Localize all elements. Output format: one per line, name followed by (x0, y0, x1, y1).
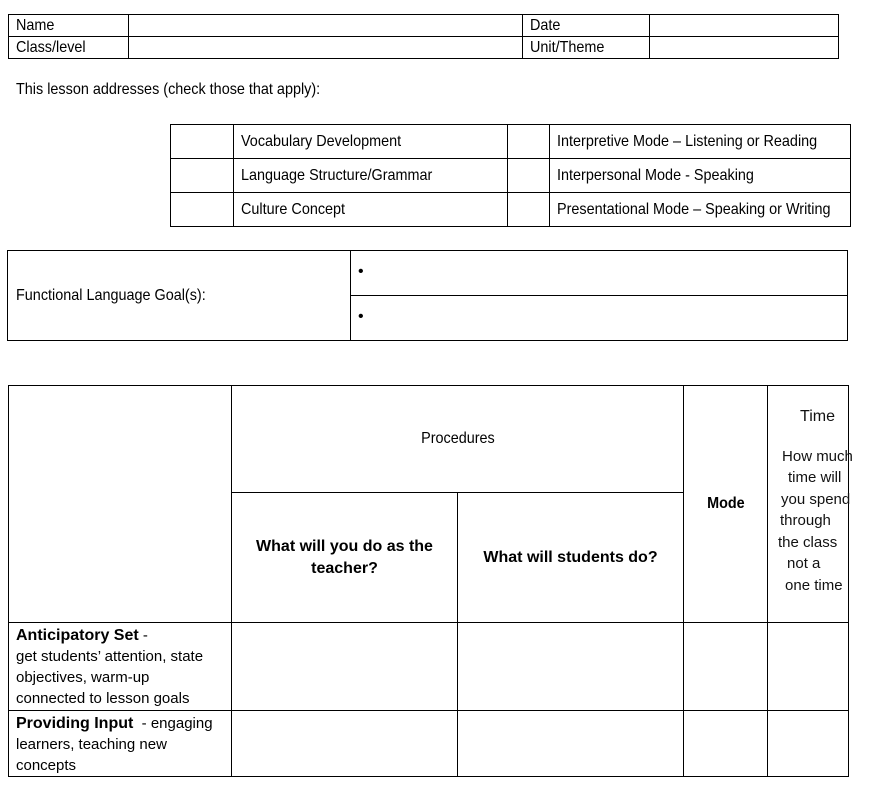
header-table (8, 14, 839, 59)
checkbox-presentational[interactable] (508, 193, 550, 227)
class-label-cell (9, 37, 129, 59)
unit-field[interactable] (650, 37, 839, 59)
header-row-2 (9, 37, 839, 59)
date-label: Date (530, 16, 561, 34)
addresses-table (170, 124, 851, 227)
mode-heading-cell (684, 386, 768, 623)
unit-label-cell (523, 37, 650, 59)
address-row (171, 125, 851, 159)
checkbox-interpersonal[interactable] (508, 159, 550, 193)
time-heading: Time (800, 408, 835, 425)
time-heading-cell: Time How much time will you spend through the class not a one time (768, 386, 849, 623)
address-label-cell: Interpersonal Mode - Speaking (550, 159, 851, 193)
students-heading: What will students do? (483, 548, 658, 566)
procedures-heading: Procedures (420, 430, 495, 447)
name-field[interactable] (129, 15, 523, 37)
date-field[interactable] (650, 15, 839, 37)
procedure-row (9, 711, 849, 777)
time-input-cell[interactable] (768, 711, 849, 777)
class-field[interactable] (129, 37, 523, 59)
teacher-heading-cell (232, 493, 458, 623)
mode-heading: Mode (706, 495, 745, 512)
goals-table (7, 250, 848, 341)
teacher-heading: What will you do as the teacher? (256, 537, 433, 577)
mode-input-cell[interactable] (684, 623, 768, 711)
anticipatory-set-cell: Anticipatory Set - get students’ attention, state objectives, warm-up connected to lesson goals (9, 623, 232, 711)
checkbox-vocabulary[interactable] (171, 125, 234, 159)
goal-field-2[interactable] (351, 296, 848, 341)
mode-input-cell[interactable] (684, 711, 768, 777)
providing-input-cell: Providing Input - engaging learners, teaching new concepts (9, 711, 232, 777)
checkbox-culture[interactable] (171, 193, 234, 227)
date-label-cell (523, 15, 650, 37)
address-row (171, 193, 851, 227)
checkbox-interpretive[interactable] (508, 125, 550, 159)
header-row-1 (9, 15, 839, 37)
unit-label: Unit/Theme (530, 38, 605, 56)
name-label-cell (9, 15, 129, 37)
teacher-input-cell[interactable] (232, 711, 458, 777)
bullet: • (358, 263, 364, 280)
bullet: • (358, 308, 364, 325)
class-label: Class/level (16, 38, 86, 56)
procedure-row (9, 623, 849, 711)
empty-corner-cell (9, 386, 232, 623)
address-label-cell: Culture Concept (234, 193, 508, 227)
goals-label: Functional Language Goal(s): (16, 286, 206, 304)
students-input-cell[interactable] (458, 711, 684, 777)
address-label-cell: Interpretive Mode – Listening or Reading (550, 125, 851, 159)
procedures-table (8, 385, 853, 777)
address-label-cell: Vocabulary Development (234, 125, 508, 159)
students-heading-cell (458, 493, 684, 623)
addresses-title: This lesson addresses (check those that apply): (16, 81, 321, 98)
goals-row (8, 251, 848, 296)
address-row (171, 159, 851, 193)
students-input-cell[interactable] (458, 623, 684, 711)
teacher-input-cell[interactable] (232, 623, 458, 711)
goal-field-1[interactable] (351, 251, 848, 296)
time-input-cell[interactable] (768, 623, 849, 711)
row-title: Providing Input (16, 715, 134, 732)
procedures-header-row (9, 386, 849, 493)
checkbox-grammar[interactable] (171, 159, 234, 193)
address-label-cell: Language Structure/Grammar (234, 159, 508, 193)
procedures-heading-cell (232, 386, 684, 493)
name-label: Name (16, 16, 55, 34)
goals-label-cell (8, 251, 351, 341)
address-label-cell: Presentational Mode – Speaking or Writing (550, 193, 851, 227)
row-title: Anticipatory Set (16, 627, 139, 644)
